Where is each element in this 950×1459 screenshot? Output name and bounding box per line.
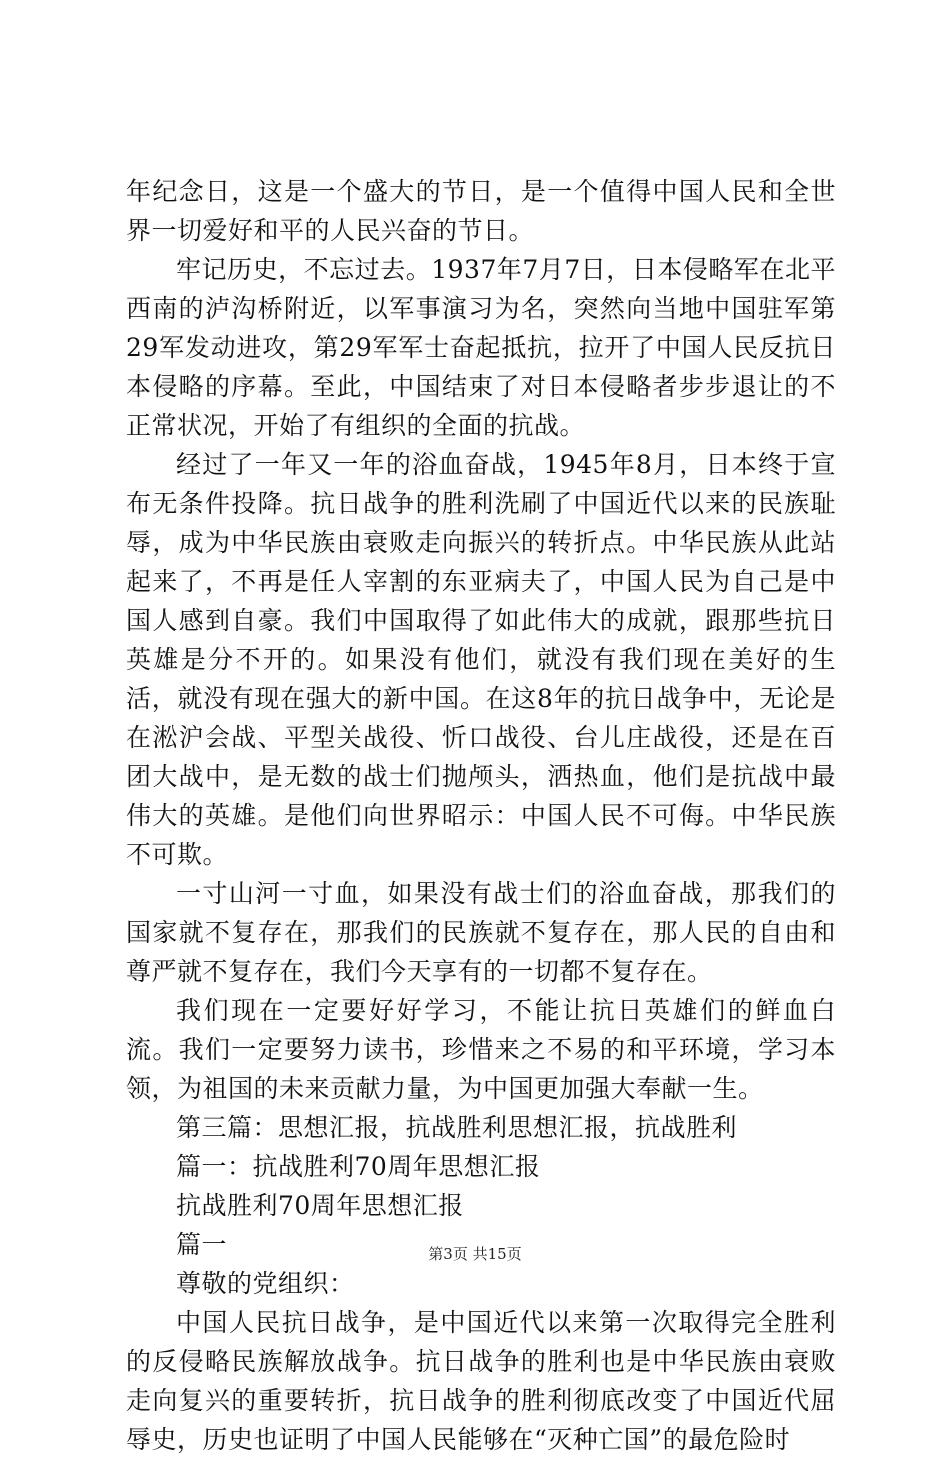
paragraph-victory-1945: 经过了一年又一年的浴血奋战，1945年8月，日本终于宣布无条件投降。抗日战争的胜利洗刷了中国近代以来的民族耻辱，成为中华民族由衰败走向振兴的转折点。中华民族从此站起来了，不再是任人宰割的东亚病夫了，中国人民为自己是中国人感到自豪。我们中国取得了如此伟大的成就，跟那些抗日英雄是分不开的。如果没有他们，就没有我们现在美好的生活，就没有现在强大的新中国。在这8年的抗日战争中，无论是在淞沪会战、平型关战役、忻口战役、台儿庄战役，还是在百团大战中，是无数的战士们抛颅头，洒热血，他们是抗战中最伟大的英雄。是他们向世界昭示：中国人民不可侮。中华民族不可欺。 (126, 450, 836, 869)
paragraph-remember-history: 牢记历史，不忘过去。1937年7月7日，日本侵略军在北平西南的泸沟桥附近，以军事演习为名，突然向当地中国驻军第29军发动进攻，第29军军士奋起抵抗，拉开了中国人民反抗日本侵略的序幕。至此，中国结束了对日本侵略者步步退让的不正常状况，开始了有组织的全面的抗战。 (126, 255, 836, 440)
article-subheading: 篇一 (176, 1230, 228, 1259)
salutation: 尊敬的党组织： (176, 1269, 355, 1298)
document-body (126, 172, 836, 1459)
page-number-footer: 第3页 共15页 (428, 1245, 522, 1263)
paragraph-continuation: 年纪念日，这是一个盛大的节日，是一个值得中国人民和全世界一切爱好和平的人民兴奋的节日。 (126, 177, 836, 245)
paragraph-study-hard: 我们现在一定要好好学习，不能让抗日英雄们的鲜血白流。我们一定要努力读书，珍惜来之不易的和平环境，学习本领，为祖国的未来贡献力量，为中国更加强大奉献一生。 (126, 996, 836, 1103)
paragraph-every-inch: 一寸山河一寸血，如果没有战士们的浴血奋战，那我们的国家就不复存在，那我们的民族就不复存在，那人民的自由和尊严就不复存在，我们今天享有的一切都不复存在。 (126, 879, 836, 986)
section-heading-part-three: 第三篇：思想汇报，抗战胜利思想汇报，抗战胜利 (176, 1113, 738, 1142)
paragraph-anti-japanese-war: 中国人民抗日战争，是中国近代以来第一次取得完全胜利的反侵略民族解放战争。抗日战争的胜利也是中华民族由衰败走向复兴的重要转折，抗日战争的胜利彻底改变了中国近代屈辱史，历史也证明了中国人民能够在“灭种亡国”的最危险时 (126, 1308, 836, 1454)
section-heading-article-one: 篇一：抗战胜利70周年思想汇报 (176, 1152, 541, 1181)
article-title: 抗战胜利70周年思想汇报 (176, 1191, 464, 1220)
